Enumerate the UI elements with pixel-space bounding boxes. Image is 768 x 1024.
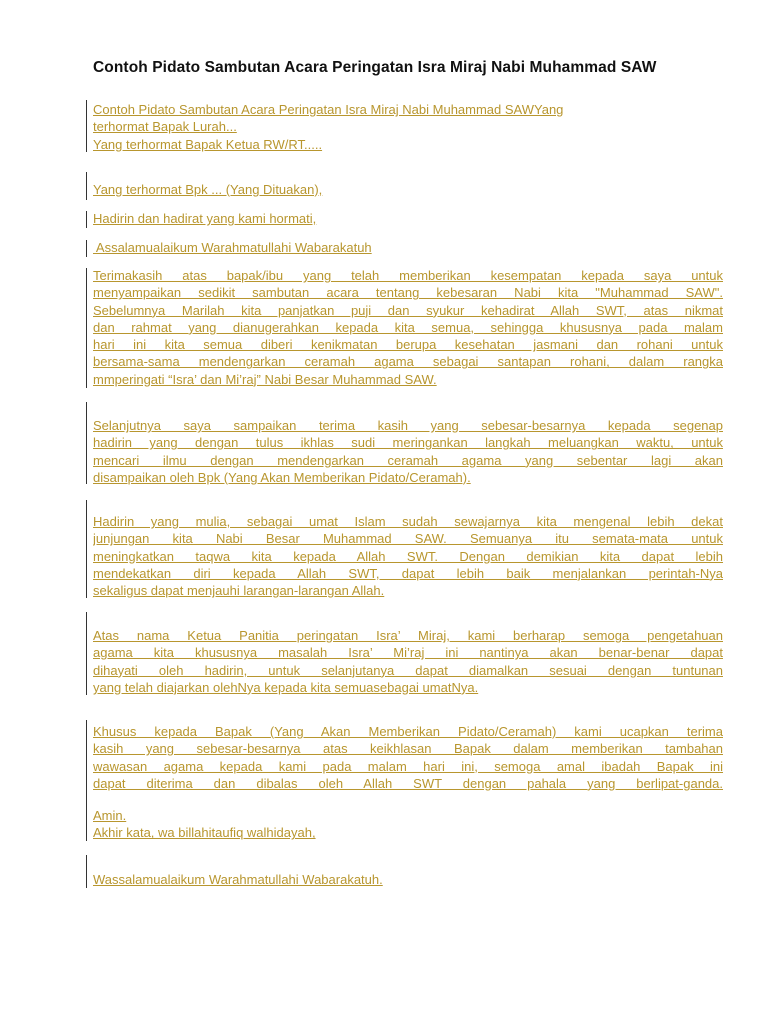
text-link[interactable]: bersama-sama mendengarkan ceramah agama sebagai santapan rohani, dalam rangka — [93, 354, 723, 370]
margin-bar — [86, 211, 87, 228]
text-link[interactable]: Sebelumnya Marilah kita panjatkan puji dan syukur kehadirat Allah SWT, atas nikmat — [93, 302, 723, 318]
text-link[interactable]: Akhir kata, wa billahitaufiq walhidayah, — [93, 825, 316, 841]
page-title: Contoh Pidato Sambutan Acara Peringatan Isra Miraj Nabi Muhammad SAW — [93, 59, 657, 76]
margin-bar — [86, 612, 87, 695]
text-link[interactable]: menyampaikan sedikit sambutan acara tentang kebesaran Nabi kita "Muhammad SAW". — [93, 285, 723, 301]
paragraph-salam — [93, 239, 723, 256]
text-link[interactable]: mencari ilmu dengan mendengarkan ceramah agama yang sebentar lagi akan — [93, 452, 723, 468]
paragraph-closing-salam — [93, 871, 723, 888]
text-link[interactable]: dan rahmat yang dianugerahkan kepada kita semua, sehingga khususnya pada malam — [93, 319, 723, 335]
margin-bar — [86, 855, 87, 888]
text-link[interactable]: terhormat Bapak Lurah... — [93, 119, 237, 135]
margin-bar — [86, 720, 87, 841]
margin-bar — [86, 100, 87, 152]
text-link[interactable]: agama kita khususnya masalah Isra’ Mi’raj ini nantinya akan benar-benar dapat — [93, 645, 723, 661]
text-link[interactable]: disampaikan oleh Bpk (Yang Akan Memberikan Pidato/Ceramah). — [93, 469, 471, 485]
text-link[interactable]: meningkatkan taqwa kita kepada Allah SWT. Dengan demikian kita dapat lebih — [93, 548, 723, 564]
text-link[interactable]: Atas nama Ketua Panitia peringatan Isra’ Miraj, kami berharap semoga pengetahuan — [93, 628, 723, 643]
text-link[interactable]: hari ini kita semua diberi kenikmatan berupa kesehatan jasmani dan rohani untuk — [93, 337, 723, 353]
paragraph-atas-nama — [93, 627, 723, 696]
text-link[interactable]: kasih yang sebesar-besarnya atas keikhlasan Bapak dalam memberikan tambahan — [93, 741, 723, 757]
text-link[interactable]: Wassalamualaikum Warahmatullahi Wabarakatuh. — [93, 872, 383, 887]
text-link[interactable]: wawasan agama kepada kami pada malam hari ini, semoga amal ibadah Bapak ini — [93, 758, 723, 774]
paragraph-khusus — [93, 723, 723, 792]
text-link[interactable]: Yang terhormat Bapak Ketua RW/RT..... — [93, 136, 323, 152]
paragraph-greeting-3 — [93, 210, 723, 227]
margin-bar — [86, 172, 87, 200]
margin-bar — [86, 268, 87, 388]
text-link[interactable]: Terimakasih atas bapak/ibu yang telah memberikan kesempatan kepada saya untuk — [93, 268, 723, 283]
text-link[interactable]: junjungan kita Nabi Besar Muhammad SAW. Semuanya itu semata-mata untuk — [93, 531, 723, 547]
text-link[interactable]: sekaligus dapat menjauhi larangan-larangan Allah. — [93, 583, 385, 599]
text-link[interactable]: Hadirin dan hadirat yang kami hormati, — [93, 211, 317, 226]
text-link[interactable]: Assalamualaikum Warahmatullahi Wabarakatuh — [93, 240, 372, 255]
text-link[interactable]: Amin. — [93, 808, 127, 823]
text-link[interactable]: yang telah diajarkan olehNya kepada kita semuasebagai umatNya. — [93, 679, 479, 695]
text-link[interactable]: Yang terhormat Bpk ... (Yang Dituakan), — [93, 182, 323, 197]
text-link[interactable]: hadirin yang dengan tulus ikhlas sudi meringankan langkah meluangkan waktu, untuk — [93, 435, 723, 451]
text-link[interactable]: mmperingati “Isra’ dan Mi’raj” Nabi Besar Muhammad SAW. — [93, 371, 437, 387]
text-link[interactable]: Khusus kepada Bapak (Yang Akan Memberikan Pidato/Ceramah) kami ucapkan terima — [93, 724, 723, 739]
paragraph-greeting-2 — [93, 181, 723, 198]
text-link[interactable]: Hadirin yang mulia, sebagai umat Islam sudah sewajarnya kita mengenal lebih dekat — [93, 514, 723, 529]
margin-bar — [86, 500, 87, 598]
paragraph-greeting-1 — [93, 101, 723, 153]
text-link[interactable]: Contoh Pidato Sambutan Acara Peringatan Isra Miraj Nabi Muhammad SAWYang — [93, 102, 564, 117]
text-link[interactable]: mendekatkan diri kepada Allah SWT, dapat lebih baik menjalankan perintah-Nya — [93, 565, 723, 581]
text-link[interactable]: dapat diterima dan dibalas oleh Allah SWT dengan pahala yang berlipat-ganda. — [93, 775, 723, 791]
paragraph-terimakasih — [93, 267, 723, 388]
text-link[interactable]: Selanjutnya saya sampaikan terima kasih yang sebesar-besarnya kepada segenap — [93, 418, 723, 433]
margin-bar — [86, 402, 87, 484]
margin-bar — [86, 240, 87, 257]
paragraph-selanjutnya — [93, 417, 723, 486]
paragraph-hadirin-mulia — [93, 513, 723, 599]
text-link[interactable]: dihayati oleh hadirin, untuk selanjutanya dapat diamalkan sesuai dengan tuntunan — [93, 662, 723, 678]
paragraph-amin — [93, 807, 723, 842]
